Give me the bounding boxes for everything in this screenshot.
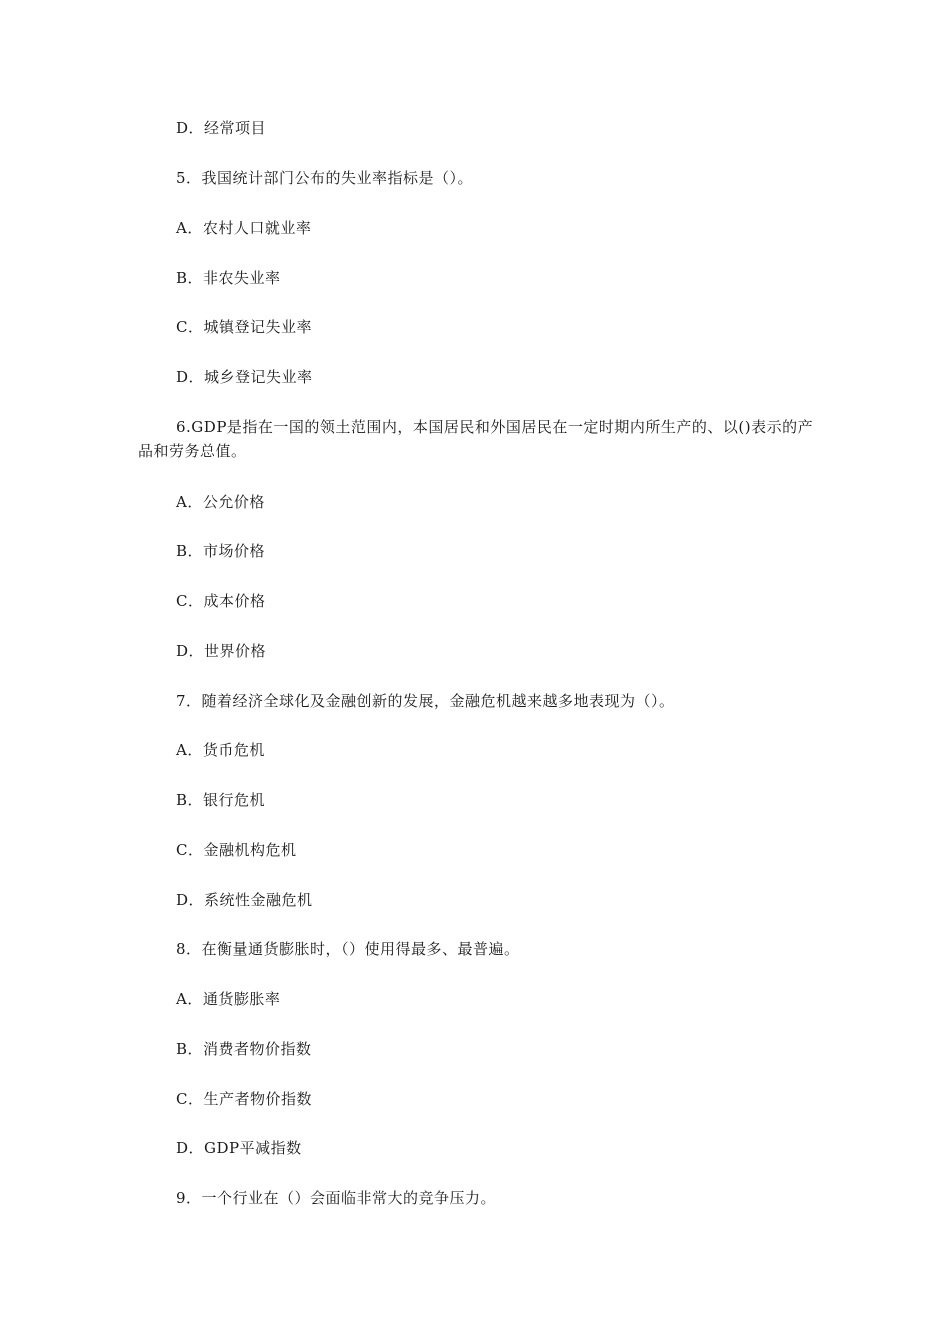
q7-option-c: C．金融机构危机 xyxy=(176,841,297,859)
q5-option-b: B．非农失业率 xyxy=(176,269,281,287)
q7-option-b: B．银行危机 xyxy=(176,791,266,809)
q8-question: 8．在衡量通货膨胀时，（）使用得最多、最普遍。 xyxy=(176,940,520,958)
q7-question: 7．随着经济全球化及金融创新的发展，金融危机越来越多地表现为（）。 xyxy=(176,692,675,710)
q6-option-a: A．公允价格 xyxy=(176,493,265,511)
q5-question: 5．我国统计部门公布的失业率指标是（）。 xyxy=(176,169,474,187)
q7-option-d: D．系统性金融危机 xyxy=(176,891,313,909)
q8-option-a: A．通货膨胀率 xyxy=(176,990,281,1008)
q5-option-c: C．城镇登记失业率 xyxy=(176,318,312,336)
q8-option-b: B．消费者物价指数 xyxy=(176,1040,312,1058)
q5-option-a: A．农村人口就业率 xyxy=(176,219,312,237)
q8-option-c: C．生产者物价指数 xyxy=(176,1090,312,1108)
q8-option-d: D．GDP平减指数 xyxy=(176,1139,302,1157)
q5-option-d: D．城乡登记失业率 xyxy=(176,368,313,386)
q9-question: 9．一个行业在（）会面临非常大的竞争压力。 xyxy=(176,1189,497,1207)
q6-option-d: D．世界价格 xyxy=(176,642,267,660)
q7-option-a: A．货币危机 xyxy=(176,741,265,759)
q4-option-d: D．经常项目 xyxy=(176,119,267,137)
q6-question: 6.GDP是指在一国的领土范围内，本国居民和外国居民在一定时期内所生产的、以()表示的产品和劳务总值。 xyxy=(138,418,814,460)
q6-option-c: C．成本价格 xyxy=(176,592,266,610)
q6-option-b: B．市场价格 xyxy=(176,542,266,560)
